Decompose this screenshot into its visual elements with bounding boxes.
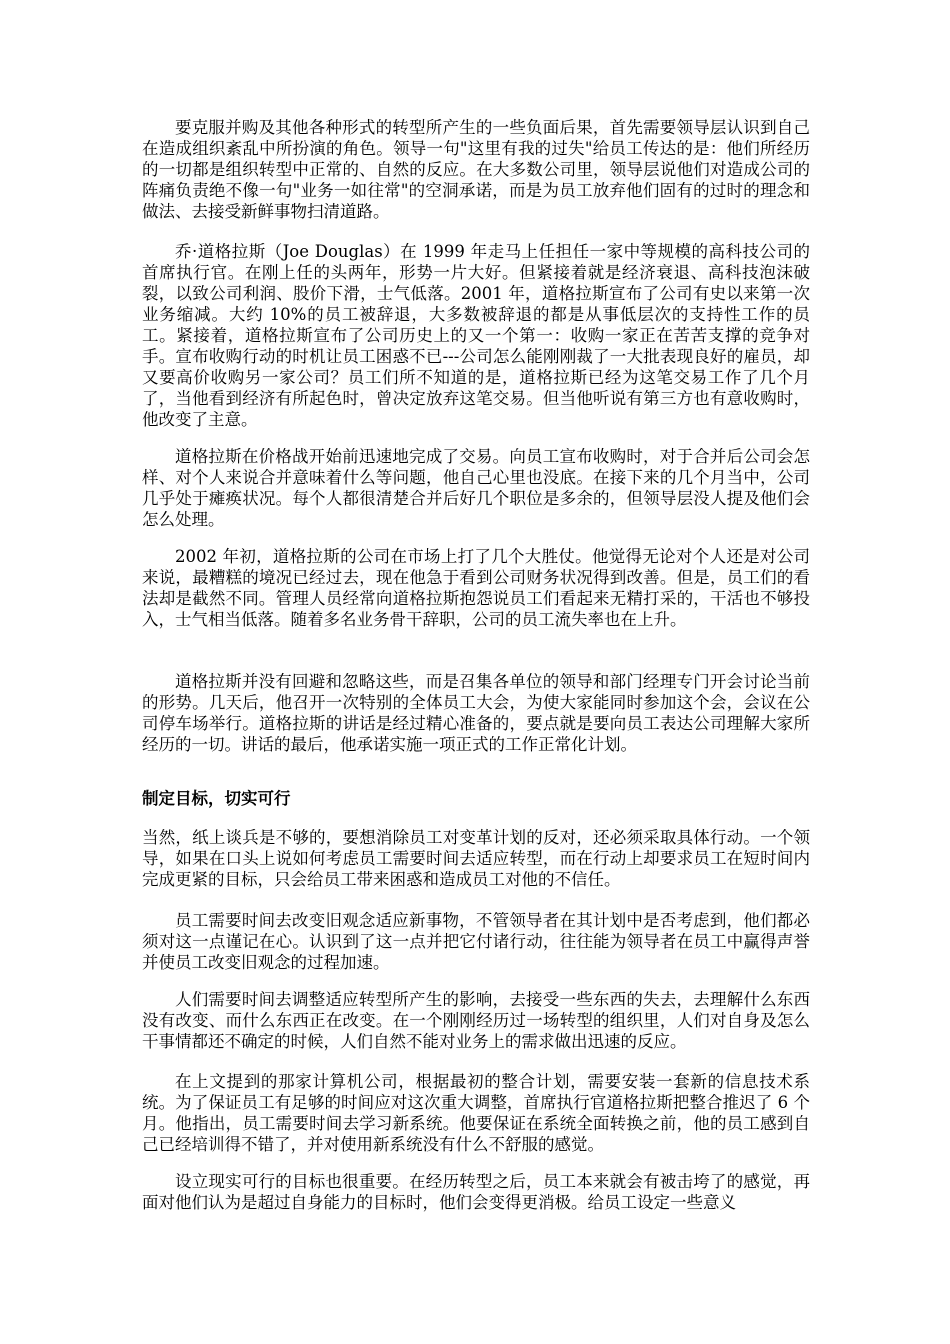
paragraph-concrete-action: 当然，纸上谈兵是不够的，要想消除员工对变革计划的反对，还必须采取具体行动。一个领导，如果在口头上说如何考虑员工需要时间去适应转型，而在行动上却要求员工在短时间内完成更紧的目标，只会给员工带来困惑和造成员工对他的不信任。 xyxy=(142,828,810,889)
paragraph-staff-meeting: 道格拉斯并没有回避和忽略这些，而是召集各单位的领导和部门经理专门开会讨论当前的形势。几天后，他召开一次特别的全体员工大会，为使大家能同时参加这个会，会议在公司停车场举行。道格拉斯的讲话是经过精心准备的，要点就是要向员工表达公司理解大家所经历的一切。讲话的最后，他承诺实施一项正式的工作正常化计划。 xyxy=(142,672,810,754)
paragraph-realistic-goals: 设立现实可行的目标也很重要。在经历转型之后，员工本来就会有被击垮了的感觉，再面对他们认为是超过自身能力的目标时，他们会变得更消极。给员工设定一些意义 xyxy=(142,1172,810,1212)
section-heading: 制定目标，切实可行 xyxy=(142,789,291,808)
paragraph-time-to-change: 员工需要时间去改变旧观念适应新事物，不管领导者在其计划中是否考虑到，他们都必须对这一点谨记在心。认识到了这一点并把它付诸行动，往往能为领导者在员工中赢得声誉并使员工改变旧观念的过程加速。 xyxy=(142,911,810,972)
paragraph-acquisition-completed: 道格拉斯在价格战开始前迅速地完成了交易。向员工宣布收购时，对于合并后公司会怎样、对个人来说合并意味着什么等问题，他自己心里也没底。在接下来的几个月当中，公司几乎处于瘫痪状况。每个人都很清楚合并后好几个职位是多余的，但领导层没人提及他们会怎么处理。 xyxy=(142,447,810,529)
paragraph-early-2002: 2002 年初，道格拉斯的公司在市场上打了几个大胜仗。他觉得无论对个人还是对公司来说，最糟糕的境况已经过去，现在他急于看到公司财务状况得到改善。但是，员工们的看法却是截然不同。管理人员经常向道格拉斯抱怨说员工们看起来无精打采的，干活也不够投入，士气相当低落。随着多名业务骨干辞职，公司的员工流失率也在上升。 xyxy=(142,547,810,629)
paragraph-it-system-delay: 在上文提到的那家计算机公司，根据最初的整合计划，需要安装一套新的信息技术系统。为了保证员工有足够的时间应对这次重大调整，首席执行官道格拉斯把整合推迟了 6 个月。他指出，员工需要时间去学习新系统。他要保证在系统全面转换之前，他的员工感到自己已经培训得不错了，并对使用新系统没有什么不舒服的感觉。 xyxy=(142,1072,810,1154)
paragraph-time-to-adjust: 人们需要时间去调整适应转型所产生的影响，去接受一些东西的失去，去理解什么东西没有改变、而什么东西正在改变。在一个刚刚经历过一场转型的组织里，人们对自身及怎么干事情都还不确定的时候，人们自然不能对业务上的需求做出迅速的反应。 xyxy=(142,990,810,1051)
paragraph-leadership-role: 要克服并购及其他各种形式的转型所产生的一些负面后果，首先需要领导层认识到自己在造成组织紊乱中所扮演的角色。领导一句"这里有我的过失"给员工传达的是：他们所经历的一切都是组织转型中正常的、自然的反应。在大多数公司里，领导层说他们对造成公司的阵痛负责绝不像一句"业务一如往常"的空洞承诺，而是为员工放弃他们固有的过时的理念和做法、去接受新鲜事物扫清道路。 xyxy=(142,118,810,221)
paragraph-joe-douglas-story: 乔·道格拉斯（Joe Douglas）在 1999 年走马上任担任一家中等规模的高科技公司的首席执行官。在刚上任的头两年，形势一片大好。但紧接着就是经济衰退、高科技泡沫破裂，以致公司利润、股价下滑，士气低落。2001 年，道格拉斯宣布了公司有史以来第一次业务缩减。大约 10%的员工被辞退，大多数被辞退的都是从事低层次的支持性工作的员工。紧接着，道格拉斯宣布了公司历史上的又一个第一：收购一家正在苦苦支撑的竞争对手。宣布收购行动的时机让员工困惑不已---公司怎么能刚刚裁了一大批表现良好的雇员，却又要高价收购另一家公司？员工们所不知道的是，道格拉斯已经为这笔交易工作了几个月了，当他看到经济有所起色时，曾决定放弃这笔交易。但当他听说有第三方也有意收购时，他改变了主意。 xyxy=(142,242,810,429)
